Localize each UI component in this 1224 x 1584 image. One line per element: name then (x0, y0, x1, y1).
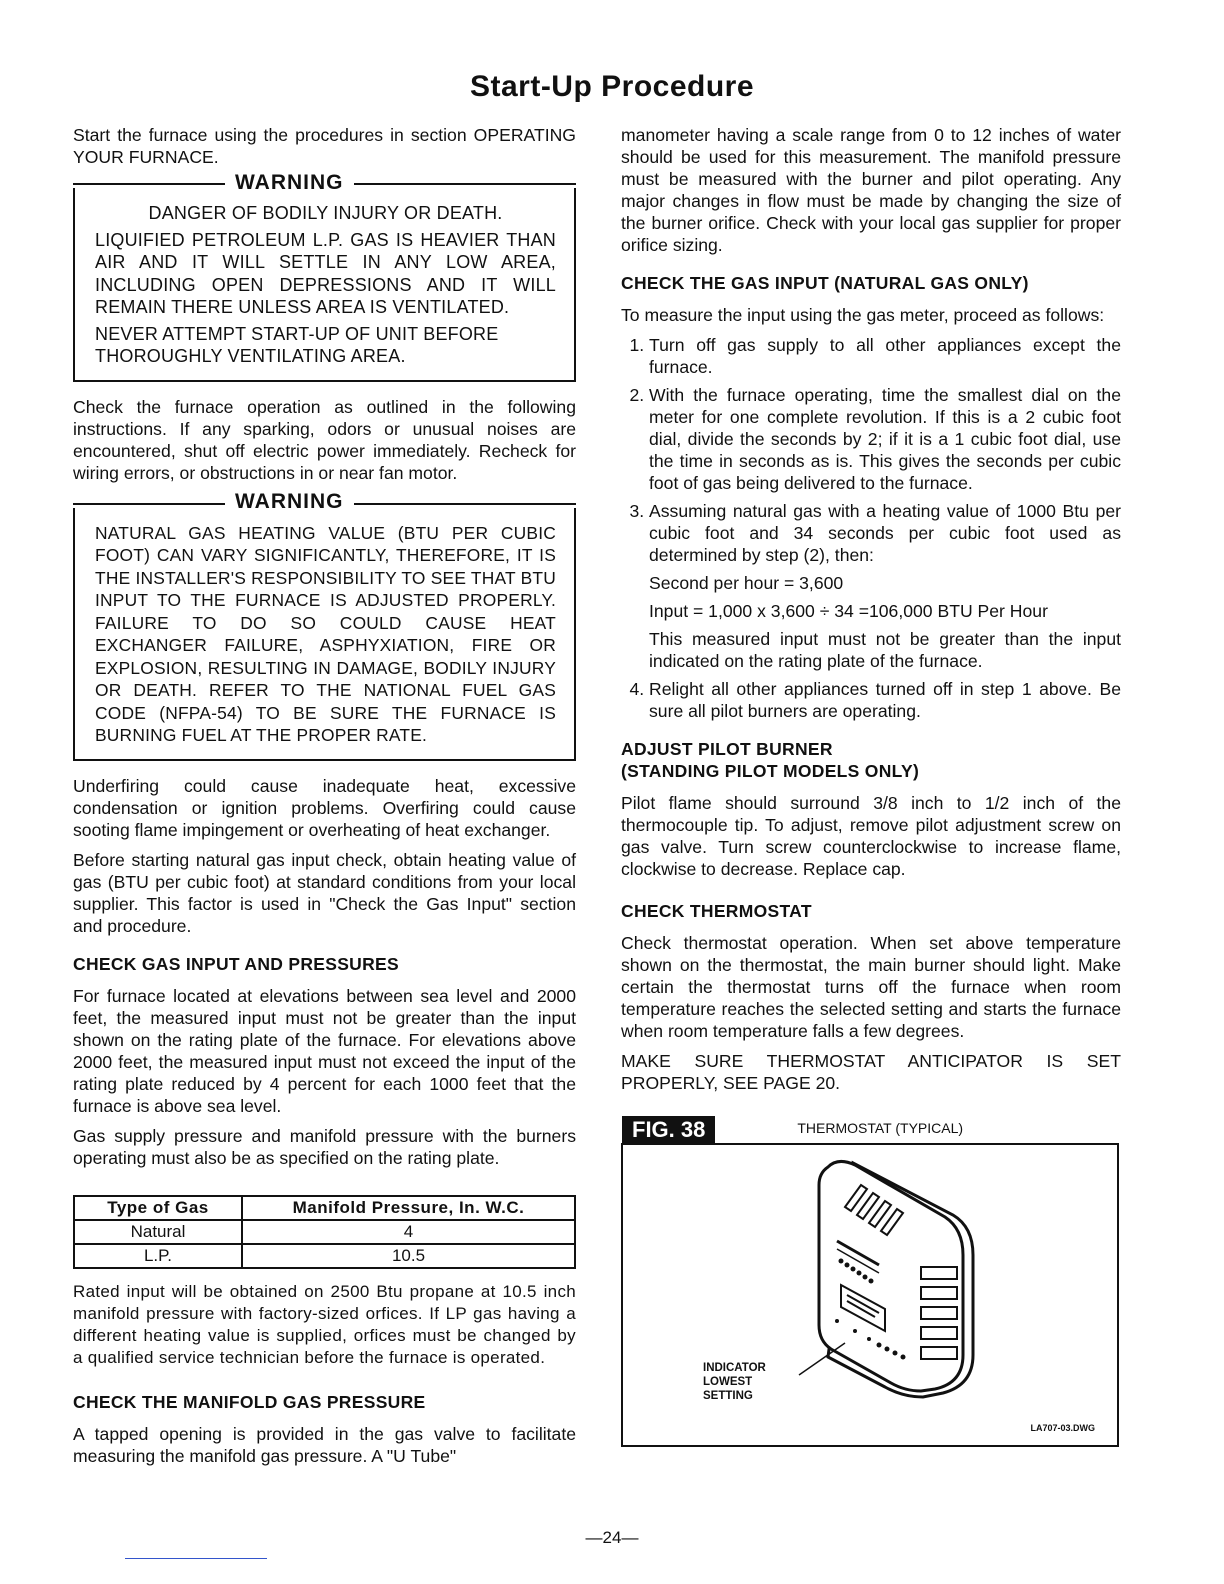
step-text: Relight all other appliances turned off in step 1 above. Be sure all pilot burners are operating. (649, 679, 1121, 721)
warning-ventilate-text: NEVER ATTEMPT START-UP OF UNIT BEFORE THOROUGHLY VENTILATING AREA. (95, 323, 499, 366)
figure-badge: FIG. 38 (622, 1116, 715, 1143)
footer-divider (125, 1558, 267, 1559)
warning-title-bar (73, 172, 576, 194)
elevations-paragraph: For furnace located at elevations between sea level and 2000 feet, the measured input must not be greater than the input shown on the rating plate of the furnace. For elevations above 2000 feet, the measured input must not exceed the input of the rating plate reduced by 4 percent for each 1000 feet that the furnace is above sea level. (73, 985, 576, 1116)
manometer-paragraph: manometer having a scale range from 0 to 12 inches of water should be used for this measurement. The manifold pressure must be measured with the burner and pilot operating. Any major changes in flow must be made by changing the size of the burner orifice. Check with your local gas supplier for proper orifice sizing. (621, 125, 1121, 255)
cell-gas-type: L.P. (74, 1244, 242, 1268)
table-row (74, 1220, 575, 1244)
list-item (649, 678, 1121, 722)
warning-title: WARNING (235, 170, 344, 194)
step-text: Turn off gas supply to all other appliances except the furnace. (649, 335, 1121, 377)
thermostat-illustration (623, 1145, 1117, 1445)
drawing-code: LA707-03.DWG (1030, 1423, 1095, 1433)
cell-pressure: 4 (242, 1220, 575, 1244)
warning-box-btu (73, 490, 576, 761)
left-column (73, 124, 576, 1475)
right-column (621, 124, 1121, 1447)
column-header-pressure: Manifold Pressure, In. W.C. (242, 1196, 575, 1220)
table-row (74, 1244, 575, 1268)
manifold-pressure-table (73, 1195, 576, 1269)
gas-input-steps (621, 334, 1121, 722)
page-number: —24— (585, 1528, 639, 1547)
thermostat-paragraph: Check thermostat operation. When set above temperature shown on the thermostat, the main burner should light. Make certain the thermostat turns off the furnace when room temperature reaches the selected setting and starts the furnace when room temperature falls a few degrees. (621, 933, 1121, 1041)
callout-line-1: INDICATOR (703, 1362, 766, 1374)
warning-danger-line: DANGER OF BODILY INJURY OR DEATH. (148, 203, 503, 223)
step-text: Assuming natural gas with a heating value of 1000 Btu per cubic foot and 34 seconds per cubic foot used as determined by step (2), then: (649, 501, 1121, 565)
callout-line-3: SETTING (703, 1390, 753, 1402)
page-title: Start-Up Procedure (469, 70, 755, 103)
warning-title-bar (73, 492, 576, 514)
warning-lp-text: LIQUIFIED PETROLEUM L.P. GAS IS HEAVIER THAN AIR AND IT WILL SETTLE IN ANY LOW AREA, INCLUDING OPEN DEPRESSIONS AND IT WILL REMAIN THERE UNLESS AREA IS VENTILATED. (95, 229, 556, 317)
table-header-row (74, 1196, 575, 1220)
cell-gas-type: Natural (74, 1220, 242, 1244)
before-starting-paragraph: Before starting natural gas input check, obtain heating value of gas (BTU per cubic foot) at standard conditions from your local supplier. This factor is used in "Check the Gas Input" section and procedure. (73, 849, 576, 936)
supply-pressure-paragraph: Gas supply pressure and manifold pressure with the burners operating must also be as specified on the rating plate. (73, 1125, 576, 1168)
step-text: With the furnace operating, time the smallest dial on the meter for one complete revolution. If this is a 2 cubic foot dial, divide the seconds by 2; if it is a 1 cubic foot dial, use the time in seconds as is. This gives the seconds per cubic foot of gas being delivered to the furnace. (649, 385, 1121, 493)
heading-standing-pilot: (STANDING PILOT MODELS ONLY) (621, 761, 920, 781)
pilot-paragraph: Pilot flame should surround 3/8 inch to 1/2 inch of the thermocouple tip. To adjust, remove pilot adjustment screw on gas valve. Turn screw counterclockwise to increase flame, clockwise to decrease. Replace cap. (621, 793, 1121, 879)
figure-header (621, 1116, 1121, 1143)
manifold-paragraph: A tapped opening is provided in the gas valve to facilitate measuring the manifold gas pressure. A "U Tube" (73, 1423, 576, 1466)
heading-manifold-pressure: CHECK THE MANIFOLD GAS PRESSURE (73, 1391, 426, 1412)
heading-check-thermostat: CHECK THERMOSTAT (621, 901, 812, 921)
list-item (649, 334, 1121, 378)
cell-pressure: 10.5 (242, 1244, 575, 1268)
callout-line-2: LOWEST (703, 1376, 753, 1388)
input-formula-line: Input = 1,000 x 3,600 ÷ 34 =106,000 BTU Per Hour (649, 601, 1048, 621)
indicator-callout (703, 1361, 766, 1403)
list-item (649, 500, 1121, 672)
heading-check-gas-input: CHECK GAS INPUT AND PRESSURES (73, 953, 400, 974)
figure-caption: THERMOSTAT (TYPICAL) (797, 1120, 964, 1136)
intro-paragraph: Start the furnace using the procedures in section OPERATING YOUR FURNACE. (73, 125, 576, 167)
heading-adjust-pilot: ADJUST PILOT BURNER (621, 739, 833, 759)
thermostat-figure (621, 1143, 1119, 1447)
check-operation-paragraph: Check the furnace operation as outlined in the following instructions. If any sparking, odors or unusual noises are encountered, shut off electric power immediately. Recheck for wiring errors, or obstructions in or near fan motor. (73, 396, 576, 483)
anticipator-paragraph: MAKE SURE THERMOSTAT ANTICIPATOR IS SET PROPERLY, SEE PAGE 20. (621, 1051, 1121, 1093)
warning-title: WARNING (235, 490, 344, 514)
column-header-gas-type: Type of Gas (74, 1196, 242, 1220)
warning-btu-text: NATURAL GAS HEATING VALUE (BTU PER CUBIC FOOT) CAN VARY SIGNIFICANTLY, THEREFORE, IT IS THE INSTALLER'S RESPONSIBILITY TO SEE THAT BTU INPUT TO THE FURNACE IS ADJUSTED PROPERLY. FAILURE TO DO SO COULD CAUSE HEAT EXCHANGER FAILURE, ASPHYXIATION, FIRE OR EXPLOSION, RESULTING IN DAMAGE, BODILY INJURY OR DEATH. REFER TO THE NATIONAL FUEL GAS CODE (NFPA-54) TO BE SURE THE FURNACE IS BURNING FUEL AT THE PROPER RATE. (95, 522, 556, 745)
measure-intro-paragraph: To measure the input using the gas meter, proceed as follows: (621, 305, 1105, 325)
measured-input-note: This measured input must not be greater than the input indicated on the rating plate of the furnace. (649, 629, 1121, 671)
heading-check-gas-input-natural: CHECK THE GAS INPUT (NATURAL GAS ONLY) (621, 273, 1029, 293)
warning-box-lp-gas (73, 170, 576, 382)
rated-input-paragraph: Rated input will be obtained on 2500 Btu propane at 10.5 inch manifold pressure with factory-sized orfices. If LP gas having a different heating value is supplied, orfices must be changed by a qualified service technician before the furnace is operated. (73, 1281, 576, 1367)
list-item (649, 384, 1121, 494)
underfiring-paragraph: Underfiring could cause inadequate heat, excessive condensation or ignition problems. Overfiring could cause sooting flame impingement or overheating of heat exchanger. (73, 775, 576, 840)
seconds-per-hour-line: Second per hour = 3,600 (649, 573, 844, 593)
